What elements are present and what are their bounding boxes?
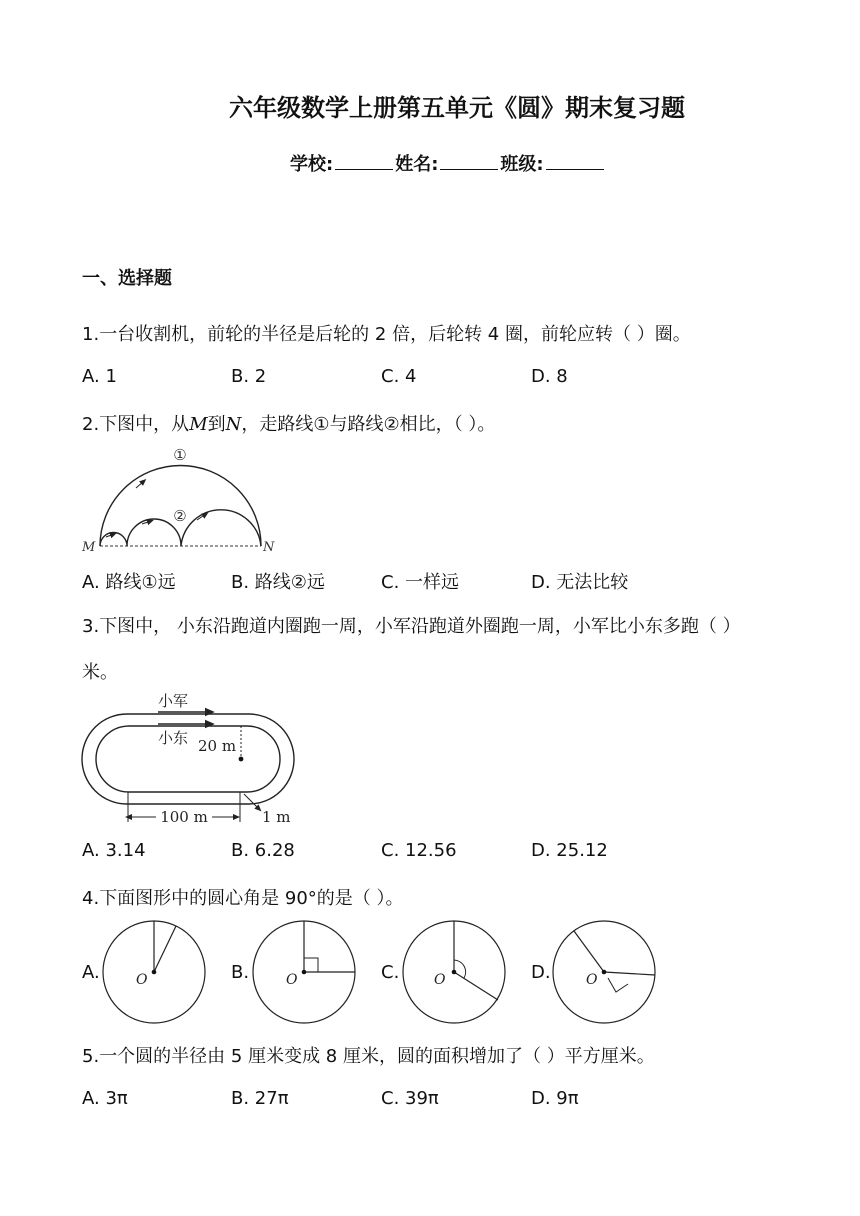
question-1: [82, 320, 691, 346]
route-figure: [78, 440, 288, 560]
center-dot: [239, 757, 244, 762]
radius-label: 20 m: [198, 737, 237, 755]
question-number: 3.: [82, 616, 100, 637]
inner-runner-label: 小东: [158, 729, 189, 747]
svg-text:O: O: [286, 972, 298, 988]
option-a-circle: [100, 920, 210, 1026]
question-2: 2.下图中，从M到N，走路线①与路线②相比，（ ）。: [82, 414, 496, 435]
option-c[interactable]: C. 一样远: [381, 572, 460, 593]
section-heading: 一、选择题: [82, 268, 172, 289]
option-c[interactable]: C. 4: [381, 366, 417, 387]
route-2-label: ②: [173, 507, 187, 525]
point-n-var: N: [225, 414, 242, 435]
class-blank[interactable]: [546, 153, 604, 170]
outer-lane: [82, 714, 294, 804]
outer-runner-label: 小军: [158, 692, 189, 710]
option-c[interactable]: C. 12.56: [381, 840, 457, 861]
option-a[interactable]: A. 3π: [82, 1088, 128, 1109]
option-b[interactable]: B. 路线②远: [231, 572, 325, 593]
point-m-label: M: [82, 540, 96, 555]
svg-text:O: O: [434, 972, 446, 988]
route-1-label: ①: [173, 446, 187, 464]
name-blank[interactable]: [440, 153, 498, 170]
option-d[interactable]: D.: [531, 962, 551, 983]
option-a[interactable]: A.: [82, 962, 100, 983]
option-a[interactable]: A. 1: [82, 366, 117, 387]
option-b[interactable]: B. 2: [231, 366, 267, 387]
option-b-circle: [250, 920, 360, 1026]
route-1-arrow: [136, 481, 144, 488]
question-number: 1.: [82, 324, 100, 345]
option-b[interactable]: B. 27π: [231, 1088, 289, 1109]
option-a[interactable]: A. 路线①远: [82, 572, 176, 593]
option-d[interactable]: D. 无法比较: [531, 572, 629, 593]
question-3-line2: 米。: [82, 662, 118, 683]
option-d[interactable]: D. 25.12: [531, 840, 608, 861]
track-figure: [78, 686, 308, 832]
question-number: 2.: [82, 414, 100, 435]
option-c[interactable]: C.: [381, 962, 400, 983]
question-3: [82, 612, 741, 638]
length-label: 100 m: [160, 808, 208, 826]
svg-text:O: O: [136, 972, 148, 988]
option-d-circle: [550, 920, 660, 1026]
option-b[interactable]: B.: [231, 962, 250, 983]
option-a[interactable]: A. 3.14: [82, 840, 146, 861]
question-text: 下面图形中的圆心角是 90°的是（ ）。: [99, 888, 404, 909]
point-n-label: N: [263, 540, 275, 555]
option-b[interactable]: B. 6.28: [231, 840, 295, 861]
width-arrow: [244, 794, 260, 810]
name-label: 姓名:: [395, 154, 439, 175]
school-blank[interactable]: [335, 153, 393, 170]
option-c[interactable]: C. 39π: [381, 1088, 439, 1109]
question-4: [82, 884, 404, 910]
question-text: 一个圆的半径由 5 厘米变成 8 厘米，圆的面积增加了（ ）平方厘米。: [99, 1046, 655, 1067]
option-d[interactable]: D. 8: [531, 366, 568, 387]
student-info-line: [290, 150, 606, 176]
question-number: 4.: [82, 888, 100, 909]
svg-text:O: O: [586, 972, 598, 988]
question-5: [82, 1042, 655, 1068]
question-number: 5.: [82, 1046, 100, 1067]
class-label: 班级:: [500, 154, 544, 175]
page-title: 六年级数学上册第五单元《圆》期末复习题: [229, 94, 685, 122]
question-text: 一台收割机，前轮的半径是后轮的 2 倍，后轮转 4 圈，前轮应转（ ）圈。: [99, 324, 691, 345]
route-1-arc: [100, 466, 261, 547]
option-c-circle: [400, 920, 510, 1026]
point-m-var: M: [189, 414, 208, 435]
question-text-line1: 下图中， 小东沿跑道内圈跑一周，小军沿跑道外圈跑一周，小军比小东多跑（ ）: [99, 616, 741, 637]
width-label: 1 m: [262, 808, 291, 826]
school-label: 学校:: [290, 154, 334, 175]
option-d[interactable]: D. 9π: [531, 1088, 579, 1109]
